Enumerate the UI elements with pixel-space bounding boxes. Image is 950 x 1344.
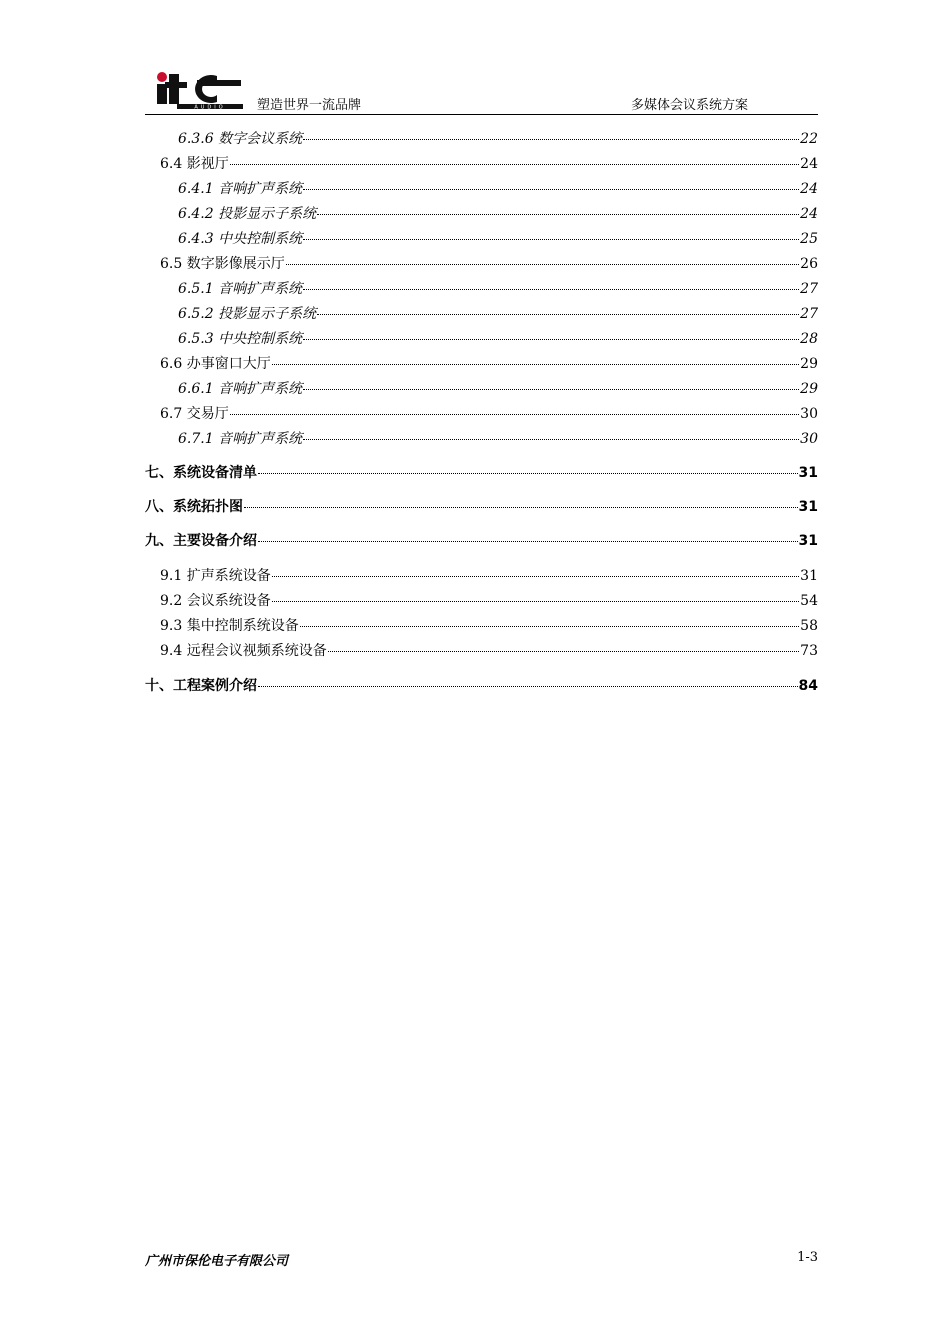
toc-dot-leader <box>328 651 799 652</box>
toc-entry-page: 84 <box>798 678 818 694</box>
toc-entry[interactable] <box>145 462 818 482</box>
toc-entry[interactable] <box>145 615 818 635</box>
toc-entry[interactable] <box>145 253 818 273</box>
toc-entry[interactable] <box>145 303 818 323</box>
toc-entry[interactable] <box>145 228 818 248</box>
toc-entry-title: 6.5 数字影像展示厅 <box>160 256 285 272</box>
toc-entry-title: 6.5.3 中央控制系统 <box>178 331 303 347</box>
toc-dot-leader <box>258 686 798 687</box>
toc-entry-page: 28 <box>800 331 818 347</box>
toc-entry-page: 31 <box>798 465 818 481</box>
toc-dot-leader <box>317 214 799 215</box>
toc-dot-leader <box>230 164 799 165</box>
toc-dot-leader <box>272 364 799 365</box>
toc-entry-page: 24 <box>800 156 818 172</box>
toc-dot-leader <box>286 264 799 265</box>
toc-entry[interactable] <box>145 675 818 695</box>
toc-dot-leader <box>272 601 799 602</box>
toc-entry-title: 八、系统拓扑图 <box>145 499 243 515</box>
toc-entry[interactable] <box>145 328 818 348</box>
toc-entry-page: 25 <box>800 231 818 247</box>
toc-entry-page: 31 <box>798 533 818 549</box>
footer-company: 广州市保伦电子有限公司 <box>145 1254 289 1269</box>
toc-entry[interactable] <box>145 640 818 660</box>
toc-dot-leader <box>244 507 798 508</box>
toc-entry-title: 9.4 远程会议视频系统设备 <box>160 643 327 659</box>
footer-page-number: 1-3 <box>797 1250 818 1265</box>
toc-entry-page: 27 <box>800 281 818 297</box>
toc-entry-title: 十、工程案例介绍 <box>145 678 257 694</box>
toc-entry-page: 31 <box>798 499 818 515</box>
toc-entry-page: 31 <box>800 568 818 584</box>
toc-entry-page: 30 <box>800 406 818 422</box>
toc-entry[interactable] <box>145 203 818 223</box>
toc-dot-leader <box>303 439 799 440</box>
toc-entry-page: 29 <box>800 356 818 372</box>
toc-entry-title: 6.3.6 数字会议系统 <box>178 131 303 147</box>
toc-entry[interactable] <box>145 128 818 148</box>
toc-entry-page: 73 <box>800 643 818 659</box>
toc-entry-title: 6.4.1 音响扩声系统 <box>178 181 303 197</box>
toc-entry[interactable] <box>145 496 818 516</box>
toc-entry-page: 24 <box>800 181 818 197</box>
toc-entry-page: 58 <box>800 618 818 634</box>
toc-entry[interactable] <box>145 590 818 610</box>
toc-entry-title: 6.4.3 中央控制系统 <box>178 231 303 247</box>
toc-entry-page: 29 <box>800 381 818 397</box>
toc-entry-page: 54 <box>800 593 818 609</box>
toc-entry[interactable] <box>145 403 818 423</box>
toc-entry[interactable] <box>145 428 818 448</box>
toc-entry-title: 6.4.2 投影显示子系统 <box>178 206 317 222</box>
toc-dot-leader <box>303 139 799 140</box>
toc-dot-leader <box>300 626 799 627</box>
header-slogan: 塑造世界一流品牌 <box>257 98 362 113</box>
svg-text:AUDIO: AUDIO <box>194 104 226 110</box>
toc-dot-leader <box>303 289 799 290</box>
toc-entry-title: 6.5.1 音响扩声系统 <box>178 281 303 297</box>
toc-entry-title: 九、主要设备介绍 <box>145 533 257 549</box>
toc-entry-title: 七、系统设备清单 <box>145 465 257 481</box>
toc-dot-leader <box>303 239 799 240</box>
toc-entry-title: 6.4 影视厅 <box>160 156 229 172</box>
toc-entry-page: 30 <box>800 431 818 447</box>
header-doc-title: 多媒体会议系统方案 <box>630 98 748 113</box>
toc-entry-title: 9.3 集中控制系统设备 <box>160 618 299 634</box>
toc-entry-page: 27 <box>800 306 818 322</box>
toc-entry[interactable] <box>145 530 818 550</box>
toc-dot-leader <box>230 414 799 415</box>
toc-entry[interactable] <box>145 565 818 585</box>
toc-entry-title: 6.5.2 投影显示子系统 <box>178 306 317 322</box>
toc-dot-leader <box>317 314 799 315</box>
toc-entry-page: 26 <box>800 256 818 272</box>
toc-entry-title: 9.1 扩声系统设备 <box>160 568 271 584</box>
toc-entry-title: 9.2 会议系统设备 <box>160 593 271 609</box>
toc-dot-leader <box>303 389 799 390</box>
toc-entry[interactable] <box>145 153 818 173</box>
page-header <box>145 68 818 115</box>
toc-dot-leader <box>258 541 798 542</box>
toc-entry-page: 24 <box>800 206 818 222</box>
toc-entry-page: 22 <box>800 131 818 147</box>
toc-entry[interactable] <box>145 353 818 373</box>
toc-entry[interactable] <box>145 278 818 298</box>
toc-entry-title: 6.7 交易厅 <box>160 406 229 422</box>
toc-dot-leader <box>303 189 799 190</box>
itc-audio-logo-icon <box>155 70 245 110</box>
toc-entry-title: 6.6 办事窗口大厅 <box>160 356 271 372</box>
toc-entry-title: 6.6.1 音响扩声系统 <box>178 381 303 397</box>
toc-entry[interactable] <box>145 178 818 198</box>
toc-dot-leader <box>258 473 798 474</box>
toc-dot-leader <box>303 339 799 340</box>
toc-entry-title: 6.7.1 音响扩声系统 <box>178 431 303 447</box>
toc-entry[interactable] <box>145 378 818 398</box>
toc-dot-leader <box>272 576 799 577</box>
